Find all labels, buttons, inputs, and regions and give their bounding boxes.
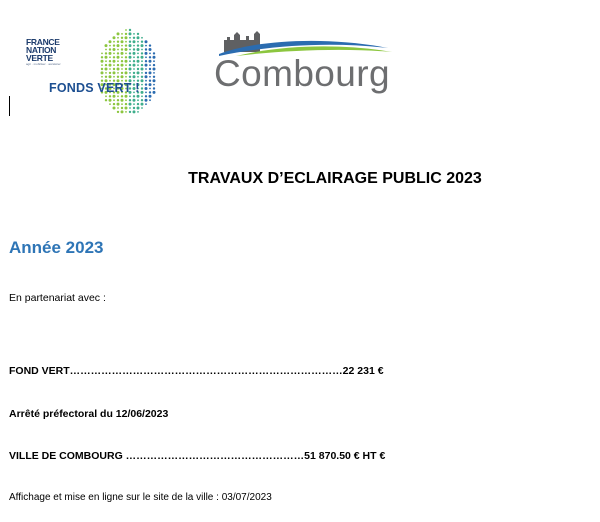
france-nation-verte-logo — [26, 38, 70, 66]
fnv-word-3: VERTE — [26, 53, 53, 63]
fonds-vert-logo-text: FONDS VERT ! — [49, 81, 140, 95]
year-heading: Année 2023 — [9, 238, 104, 257]
fnv-tagline: agir · mobiliser · accélérer — [26, 62, 61, 66]
display-date-line: Affichage et mise en ligne sur le site de la ville : 03/07/2023 — [9, 492, 272, 503]
text-cursor — [9, 96, 10, 116]
fonds-vert-dots-icon — [100, 28, 158, 114]
ville-combourg-amount-line: VILLE DE COMBOURG ……………………………………………51 870.50 € HT € — [9, 450, 386, 462]
fnv-word-1: FRANCE — [26, 37, 60, 47]
fnv-word-2: NATION — [26, 45, 57, 55]
fonds-vert-amount-line: FOND VERT……………………………………………………………………22 231 € — [9, 365, 384, 377]
document-title: TRAVAUX D’ECLAIRAGE PUBLIC 2023 — [188, 170, 482, 187]
partnership-intro: En partenariat avec : — [9, 292, 106, 304]
prefectoral-decree-line: Arrêté préfectoral du 12/06/2023 — [9, 408, 169, 420]
combourg-wordmark: Combourg — [214, 53, 390, 94]
